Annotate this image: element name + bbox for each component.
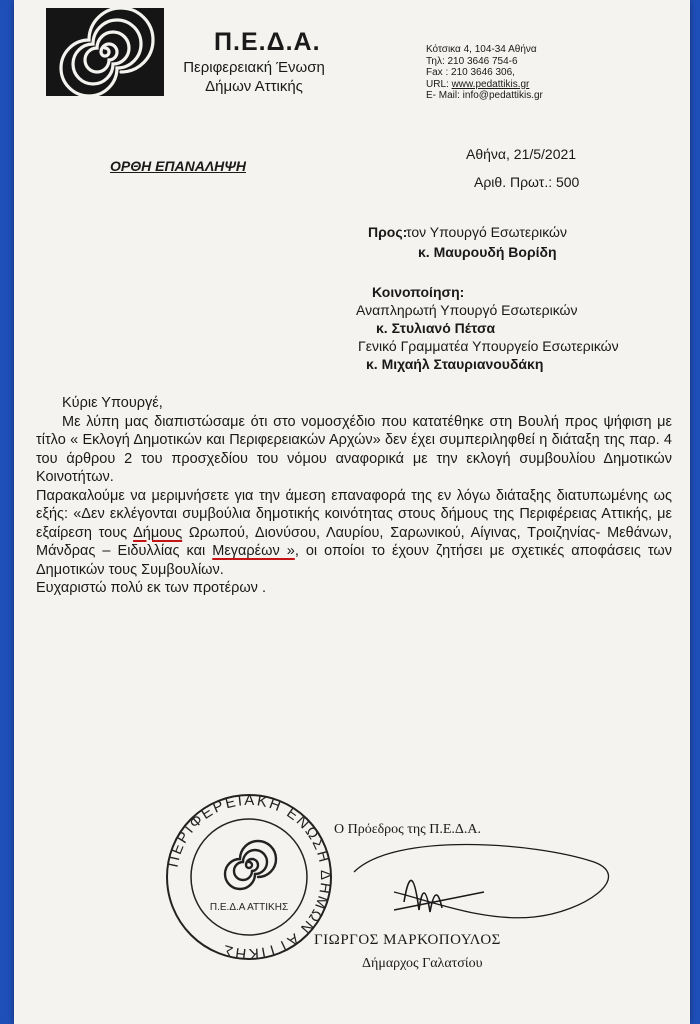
handwritten-signature [334, 832, 634, 942]
paragraph-1: Με λύπη μας διαπιστώσαμε ότι στο νομοσχέδιο που κατατέθηκε στη Βουλή προς ψήφιση με τίτλο « Εκλογή Δημοτικών και Περιφερειακών Αρχών» δεν έχει συμπεριληφθεί η διάταξη της παρ. 4 του άρθρου 2 του προσχεδίου του νόμου αναφορικά με την εκλογή συμβουλίου Δημοτικών Κοινοτήτων. [36, 413, 672, 485]
peda-logo [46, 8, 164, 96]
protocol-number: Αριθ. Πρωτ.: 500 [474, 174, 580, 190]
cc-line3: Γενικό Γραμματέα Υπουργείο Εσωτερικών [358, 338, 619, 354]
org-name-line1: Περιφερειακή Ένωση [183, 59, 325, 76]
recipient-line1: τον Υπουργό Εσωτερικών [406, 224, 567, 240]
paragraph-2 [36, 487, 672, 580]
contact-email: E- Mail: info@pedattikis.gr [426, 90, 543, 101]
signatory-name: ΓΙΩΡΓΟΣ ΜΑΡΚΟΠΟΥΛΟΣ [314, 932, 501, 948]
official-stamp [164, 790, 334, 965]
paragraph-2-text-e: , οι οποίοι το έχουν ζητήσει με σχετικές αποφάσεις των Δημοτικών τους Συμβουλίων. [36, 543, 672, 578]
contact-url-label: URL: [426, 78, 452, 90]
salutation: Κύριε Υπουργέ, [62, 395, 163, 411]
cc-line2: κ. Στυλιανό Πέτσα [376, 320, 496, 336]
org-name [174, 58, 334, 96]
letter-page [14, 0, 690, 1024]
org-name-line2: Δήμων Αττικής [205, 78, 303, 95]
org-abbreviation: Π.Ε.Δ.Α. [214, 28, 321, 56]
paragraph-2-text-c: Ωρωπού, Διονύσου, Λαυρίου, Σαρωνικού, Αίγινας, Τροιζηνίας- Μεθάνων, Μάνδρας – Ειδυλλίας και [36, 524, 672, 559]
svg-text:Π.Ε.Δ.Α ΑΤΤΙΚΗΣ: Π.Ε.Δ.Α ΑΤΤΙΚΗΣ [209, 902, 289, 913]
contact-url-link[interactable]: www.pedattikis.gr [451, 78, 530, 90]
signatory-title: Ο Πρόεδρος της Π.Ε.Δ.Α. [334, 822, 481, 837]
document-subject: ΟΡΘΗ ΕΠΑΝΑΛΗΨΗ [110, 158, 246, 174]
contact-block [426, 44, 543, 102]
contact-phone: Τηλ: 210 3646 754-6 [426, 55, 518, 67]
cc-line1: Αναπληρωτή Υπουργό Εσωτερικών [356, 302, 578, 318]
closing-line: Ευχαριστώ πολύ εκ των προτέρων . [36, 580, 266, 596]
recipient-line2: κ. Μαυρουδή Βορίδη [418, 244, 557, 260]
recipient-label: Προς: [368, 224, 408, 240]
svg-text:ΠΕΡΙΦΕΡΕΙΑΚΗ ΕΝΩΣΗ ΔΗΜΩΝ ΑΤΤΙΚ: ΠΕΡΙΦΕΡΕΙΑΚΗ ΕΝΩΣΗ ΔΗΜΩΝ ΑΤΤΙΚΗΣ [164, 791, 334, 963]
letter-body [36, 394, 672, 598]
document-date: Αθήνα, 21/5/2021 [466, 146, 577, 162]
contact-fax: Fax : 210 3646 306, [426, 67, 515, 78]
underlined-municipalities: Δήμους [133, 524, 183, 541]
cc-label: Κοινοποίηση: [372, 284, 465, 300]
signatory-role: Δήμαρχος Γαλατσίου [362, 956, 483, 971]
contact-address: Κότσικα 4, 104-34 Αθήνα [426, 44, 537, 55]
paragraph-2-text-a: Παρακαλούμε να μεριμνήσετε για την άμεση επαναφορά της εν λόγω διάταξης διατυπωμένης ως εξής: «Δεν εκλέγονται συμβούλια δημοτικής κοινότητας στους δήμους της Περιφέρειας Αττικής, με εξαίρεση τους [36, 487, 672, 541]
cc-line4: κ. Μιχαήλ Σταυριανουδάκη [366, 356, 544, 372]
contact-url-line [426, 79, 543, 91]
underlined-megara: Μεγαρέων » [212, 543, 295, 559]
